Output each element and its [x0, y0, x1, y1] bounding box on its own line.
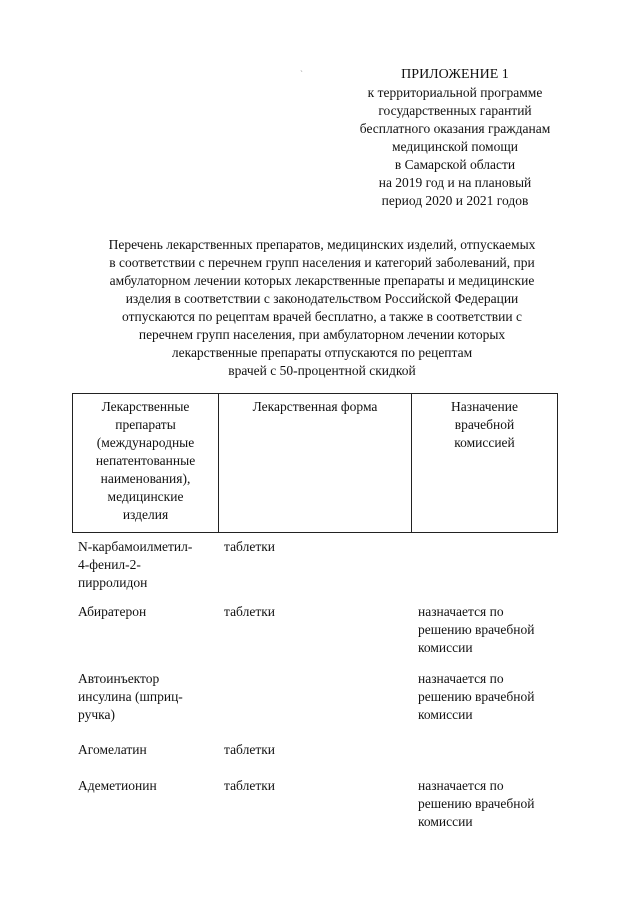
cell-line: Агомелатин	[78, 742, 147, 757]
appendix-line: государственных гарантий	[378, 103, 532, 118]
header-line: Лекарственная форма	[252, 399, 378, 414]
header-line: непатентованные	[95, 453, 196, 468]
scan-speck: ˎ	[300, 62, 303, 72]
header-line: препараты	[115, 417, 176, 432]
cell-line: назначается по	[418, 604, 504, 619]
cell-line: назначается по	[418, 778, 504, 793]
cell-line: инсулина (шприц-	[78, 689, 183, 704]
drug-form	[224, 538, 404, 556]
cell-line: решению врачебной	[418, 622, 535, 637]
cell-line: Абиратерон	[78, 604, 147, 619]
heading-line: перечнем групп населения, при амбулаторном лечении которых	[138, 327, 506, 342]
heading-line: врачей с 50-процентной скидкой	[228, 363, 416, 378]
cell-line: таблетки	[224, 742, 276, 757]
appendix-title: ПРИЛОЖЕНИЕ 1	[401, 67, 509, 82]
heading-line: Перечень лекарственных препаратов, медицинских изделий, отпускаемых	[108, 237, 536, 252]
cell-line: ручка)	[78, 707, 115, 722]
header-drugs	[73, 394, 219, 532]
drug-commission	[418, 603, 578, 657]
header-line: Назначение	[451, 399, 518, 414]
cell-line: Адеметионин	[78, 778, 157, 793]
cell-line: назначается по	[418, 671, 504, 686]
header-form	[219, 394, 412, 532]
appendix-block	[320, 66, 590, 210]
header-commission	[412, 394, 557, 532]
drug-name	[78, 741, 218, 759]
heading-line: изделия в соответствии с законодательством Российской Федерации	[125, 291, 519, 306]
cell-line: 4-фенил-2-	[78, 557, 141, 572]
document-heading	[62, 236, 582, 380]
cell-line: решению врачебной	[418, 689, 535, 704]
drug-form	[224, 603, 404, 621]
cell-line: пирролидон	[78, 575, 148, 590]
drug-form	[224, 777, 404, 795]
cell-line: таблетки	[224, 604, 276, 619]
drug-name	[78, 777, 218, 795]
heading-line: отпускаются по рецептам врачей бесплатно, а также в соответствии с	[122, 309, 522, 324]
header-line: врачебной	[454, 417, 515, 432]
header-line: наименования),	[100, 471, 191, 486]
drug-commission	[418, 670, 578, 724]
header-line: медицинские	[107, 489, 184, 504]
drug-form	[224, 741, 404, 759]
cell-line: комиссии	[418, 814, 473, 829]
heading-line: в соответствии с перечнем групп населения и категорий заболеваний, при	[109, 255, 535, 270]
appendix-line: период 2020 и 2021 годов	[381, 193, 529, 208]
cell-line: таблетки	[224, 539, 276, 554]
drug-name	[78, 538, 218, 592]
drug-name	[78, 670, 218, 724]
cell-line: решению врачебной	[418, 796, 535, 811]
cell-line: N-карбамоилметил-	[78, 539, 193, 554]
drug-name	[78, 603, 218, 621]
heading-line: амбулаторном лечении которых лекарственные препараты и медицинские	[109, 273, 535, 288]
appendix-line: медицинской помощи	[392, 139, 518, 154]
header-line: (международные	[96, 435, 195, 450]
header-line: изделия	[122, 507, 169, 522]
header-line: Лекарственные	[101, 399, 190, 414]
heading-line: лекарственные препараты отпускаются по рецептам	[171, 345, 473, 360]
cell-line: Автоинъектор	[78, 671, 160, 686]
cell-line: таблетки	[224, 778, 276, 793]
drug-commission	[418, 777, 578, 831]
appendix-line: бесплатного оказания гражданам	[359, 121, 551, 136]
cell-line: комиссии	[418, 640, 473, 655]
header-line: комиссией	[454, 435, 515, 450]
cell-line: комиссии	[418, 707, 473, 722]
appendix-line: на 2019 год и на плановый	[378, 175, 532, 190]
table-header	[72, 393, 558, 533]
appendix-line: к территориальной программе	[367, 85, 543, 100]
appendix-line: в Самарской области	[394, 157, 516, 172]
